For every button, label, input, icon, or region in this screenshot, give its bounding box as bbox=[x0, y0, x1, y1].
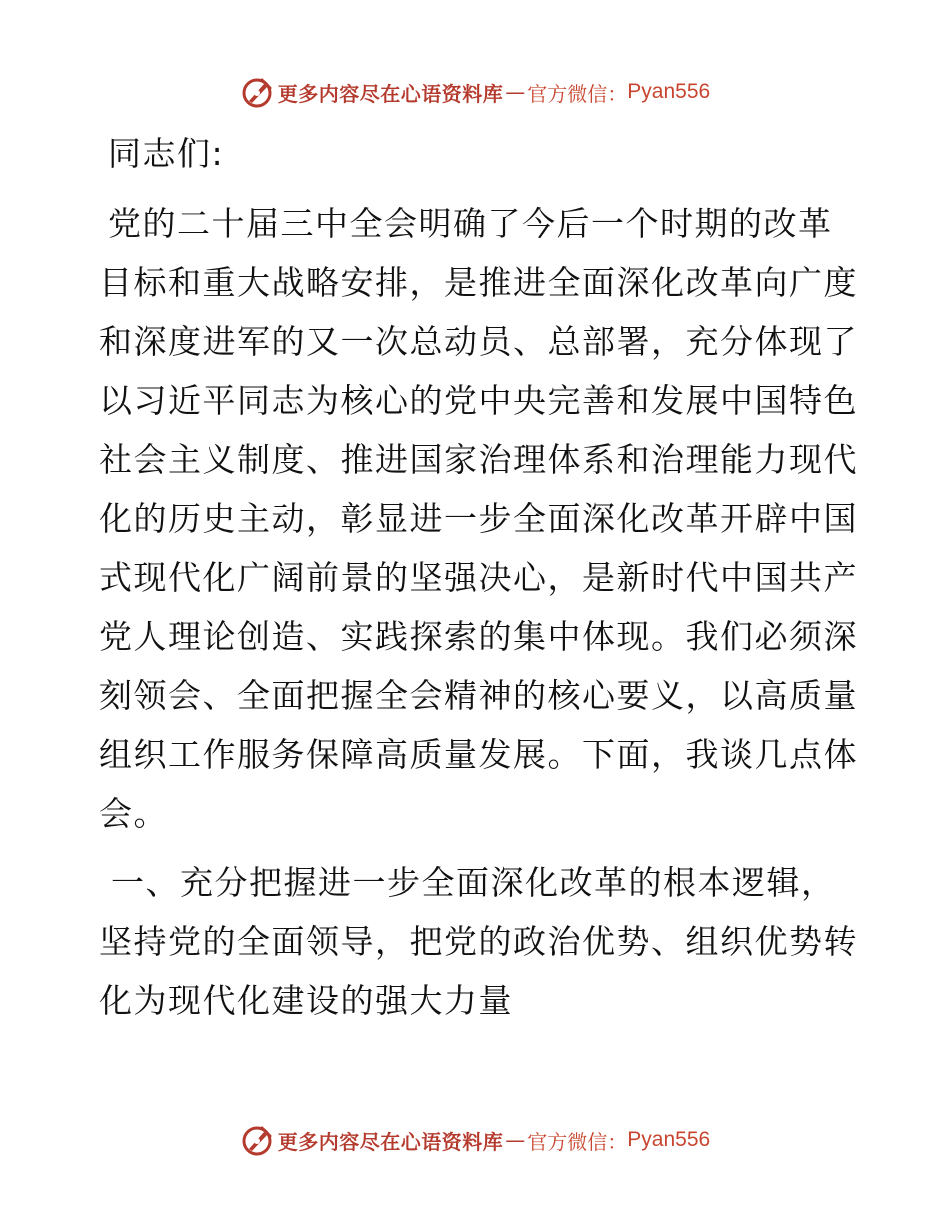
paragraph-1 bbox=[99, 194, 859, 843]
paragraph-1-text: 党的二十届三中全会明确了今后一个时期的改革目标和重大战略安排，是推进全面深化改革向广度和深度进军的又一次总动员、总部署，充分体现了以习近平同志为核心的党中央完善和发展中国特色社会主义制度、推进国家治理体系和治理能力现代化的历史主动，彰显进一步全面深化改革开辟中国式现代化广阔前景的坚强决心，是新时代中国共产党人理论创造、实践探索的集中体现。我们必须深刻领会、全面把握全会精神的核心要义，以高质量组织工作服务保障高质量发展。下面，我谈几点体会。 bbox=[99, 204, 858, 833]
banner-separator: — bbox=[505, 1128, 526, 1152]
banner-title: 更多内容尽在心语资料库 bbox=[277, 81, 504, 106]
quill-pen-logo-icon bbox=[240, 1123, 274, 1157]
banner-separator: — bbox=[505, 80, 526, 104]
quill-pen-logo-icon bbox=[240, 75, 274, 109]
section-heading-1-text: 一、充分把握进一步全面深化改革的根本逻辑，坚持党的全面领导，把党的政治优势、组织优势转化为现代化建设的强大力量 bbox=[99, 863, 858, 1020]
banner-wechat-id: Pyan556 bbox=[627, 80, 711, 103]
footer-banner bbox=[0, 1118, 950, 1162]
banner-title: 更多内容尽在心语资料库 bbox=[277, 1129, 504, 1154]
banner-official-label: 官方微信： bbox=[527, 81, 628, 106]
header-banner bbox=[0, 70, 950, 114]
section-heading-1 bbox=[99, 853, 859, 1030]
greeting: 同志们: bbox=[108, 134, 225, 173]
banner-official-label: 官方微信： bbox=[527, 1129, 628, 1154]
banner-wechat-id: Pyan556 bbox=[627, 1128, 711, 1151]
